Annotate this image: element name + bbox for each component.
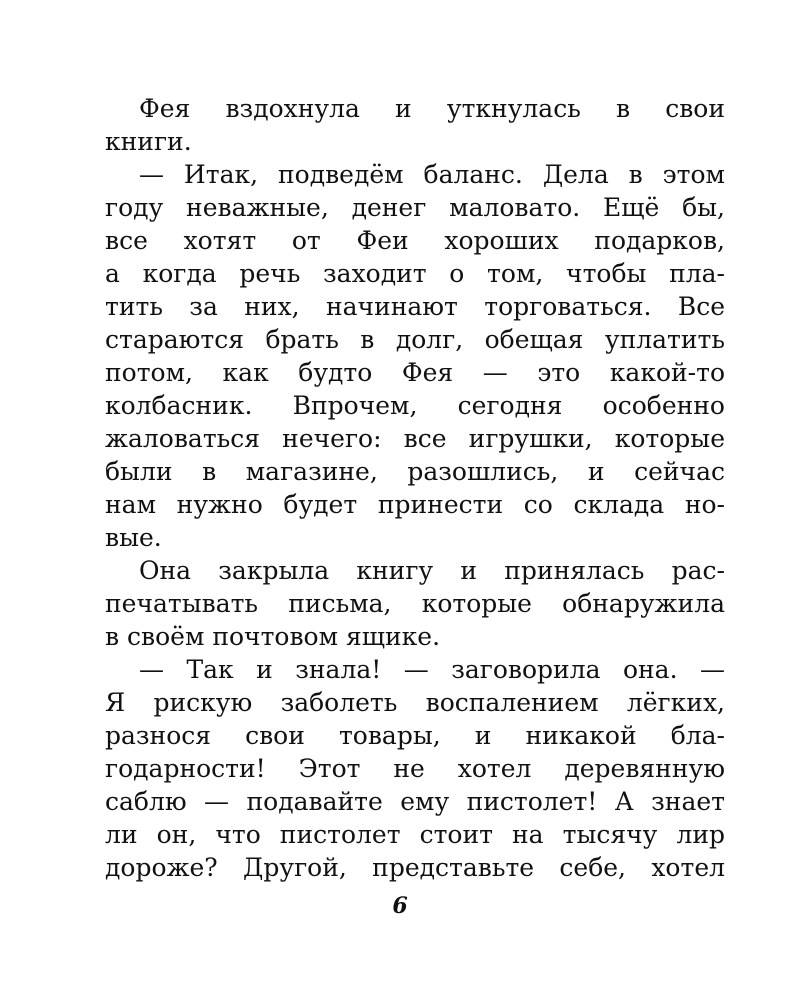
text-line: книги.	[105, 127, 192, 156]
text-line: годарности! Этот не хотел деревянную	[105, 754, 725, 783]
text-line: колбасник. Впрочем, сегодня особенно	[105, 391, 725, 420]
text-line: саблю — подавайте ему пистолет! А знает	[105, 787, 725, 816]
text-line: Фея вздохнула и уткнулась в свои	[139, 94, 725, 123]
text-line: а когда речь заходит о том, чтобы пла-	[105, 259, 725, 288]
text-line: ли он, что пистолет стоит на тысячу лир	[105, 820, 725, 849]
page-number: 6	[392, 893, 408, 919]
text-line: — Итак, подведём баланс. Дела в этом	[139, 160, 725, 189]
text-line: нам нужно будет принести со склада но-	[105, 490, 725, 519]
text-line: были в магазине, разошлись, и сейчас	[105, 457, 725, 486]
text-line: жаловаться нечего: все игрушки, которые	[105, 424, 725, 453]
text-line: вые.	[105, 523, 162, 552]
text-line: потом, как будто Фея — это какой-то	[105, 358, 725, 387]
text-line: Она закрыла книгу и принялась рас-	[139, 556, 725, 585]
text-line: дороже? Другой, представьте себе, хотел	[105, 853, 725, 882]
text-line: печатывать письма, которые обнаружила	[105, 589, 725, 618]
text-line: году неважные, денег маловато. Ещё бы,	[105, 193, 725, 222]
text-line: все хотят от Феи хороших подарков,	[105, 226, 725, 255]
text-line: разнося свои товары, и никакой бла-	[105, 721, 725, 750]
text-line: в своём почтовом ящике.	[105, 622, 441, 651]
text-line: стараются брать в долг, обещая уплатить	[105, 325, 725, 354]
body-text	[105, 92, 725, 884]
text-line: тить за них, начинают торговаться. Все	[105, 292, 725, 321]
text-line: Я рискую заболеть воспалением лёгких,	[105, 688, 725, 717]
text-line: — Так и знала! — заговорила она. —	[139, 655, 725, 684]
